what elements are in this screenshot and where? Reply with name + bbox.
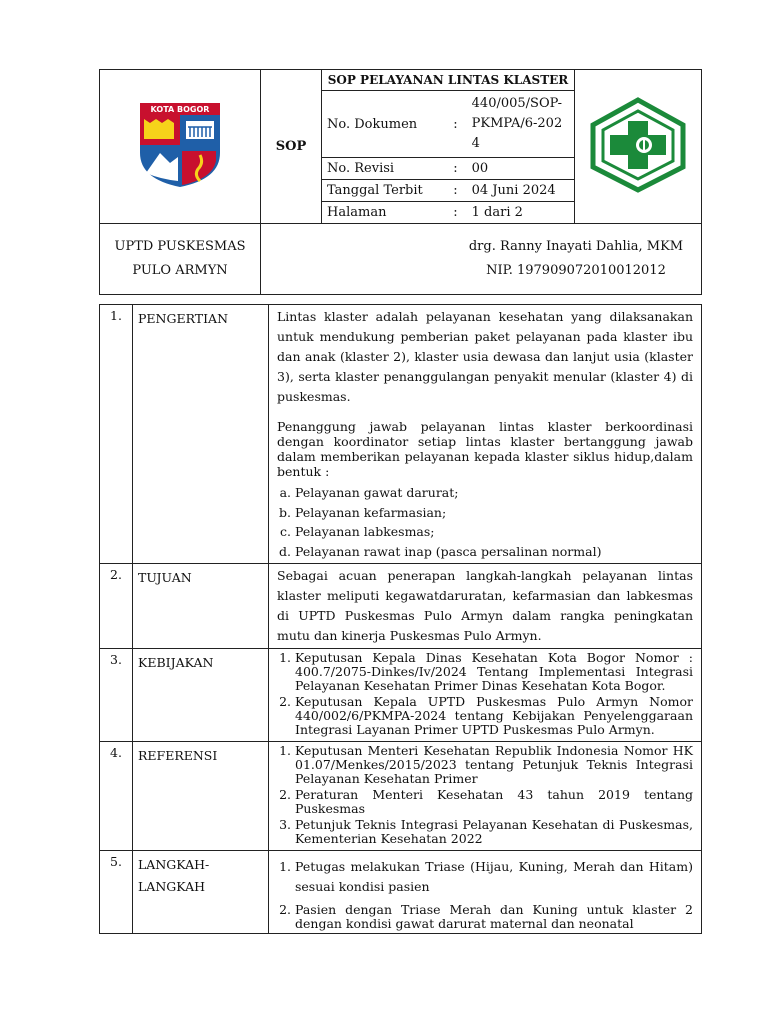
meta-value: 00 (467, 158, 574, 180)
section-label: TUJUAN (133, 564, 269, 649)
section-text (269, 851, 702, 934)
meta-sep: : (444, 91, 466, 158)
steps-list (277, 853, 693, 931)
list-item: 2. Keputusan Kepala UPTD Puskesmas Pulo Armyn Nomor 440/002/6/PKMPA-2024 tentang Kebijakan Penyelenggaraan Integrasi Layanan Primer UPTD Puskesmas Pulo Armyn. (295, 695, 693, 737)
document-meta-table (322, 91, 574, 223)
puskesmas-logo-icon (588, 97, 688, 193)
section-text (269, 564, 702, 649)
list-item: 1. Keputusan Kepala Dinas Kesehatan Kota Bogor Nomor : 400.7/2075-Dinkes/Iv/2024 Tentang Implementasi Integrasi Pelayanan Kesehatan Primer Dinas Kesehatan Kota Bogor. (295, 651, 693, 693)
reference-list (277, 744, 693, 846)
section-label: PENGERTIAN (133, 305, 269, 564)
meta-row-page (322, 202, 574, 224)
meta-value: 04 Juni 2024 (467, 180, 574, 202)
service-list (277, 483, 693, 561)
sop-label: SOP (261, 70, 322, 224)
city-logo-cell (100, 70, 261, 224)
puskesmas-logo-cell (575, 70, 702, 224)
section-row-referensi (100, 742, 702, 851)
city-badge-text: KOTA BOGOR (150, 105, 210, 114)
meta-row-doc-number (322, 91, 574, 158)
section-text (269, 649, 702, 742)
meta-sep: : (453, 205, 458, 220)
list-item: b. Pelayanan kefarmasian; (295, 503, 693, 523)
document-meta-cell (322, 91, 575, 224)
list-item: 2. Peraturan Menteri Kesehatan 43 tahun 2019 tentang Puskesmas (295, 788, 693, 816)
section-number: 1. (100, 305, 133, 564)
meta-sep: : (444, 158, 466, 180)
section-number: 3. (100, 649, 133, 742)
policy-list (277, 651, 693, 737)
meta-value: 1 dari 2 (471, 205, 523, 220)
purpose-paragraph: Sebagai acuan penerapan langkah-langkah pelayanan lintas klaster meliputi kegawatdaruratan, kefarmasian dan labkesmas di UPTD Puskesmas Pulo Armyn dalam rangka peningkatan mutu dan kinerja Puskesmas Pulo Armyn. (277, 568, 693, 643)
responsibility-paragraph: Penanggung jawab pelayanan lintas klaster berkoordinasi dengan koordinator setiap lintas klaster bertanggung jawab dalam memberikan pelayanan kepada klaster siklus hidup,dalam bentuk : (277, 419, 693, 479)
section-number: 4. (100, 742, 133, 851)
section-text (269, 305, 702, 564)
section-number: 5. (100, 851, 133, 934)
meta-key: No. Revisi (322, 158, 444, 180)
section-row-kebijakan (100, 649, 702, 742)
document-title: SOP PELAYANAN LINTAS KLASTER (322, 70, 575, 91)
section-row-langkah (100, 851, 702, 934)
section-label: LANGKAH-LANGKAH (133, 851, 269, 934)
unit-line-2: PULO ARMYN (132, 263, 228, 278)
meta-key: Tanggal Terbit (322, 180, 444, 202)
list-item: 2. Pasien dengan Triase Merah dan Kuning untuk klaster 2 dengan kondisi gawat darurat maternal dan neonatal (295, 903, 693, 931)
list-item: 1. Petugas melakukan Triase (Hijau, Kuning, Merah dan Hitam) sesuai kondisi pasien (295, 857, 693, 897)
meta-row-revision (322, 158, 574, 180)
sop-header-table (99, 69, 702, 295)
kota-bogor-logo-icon (138, 101, 222, 189)
section-text (269, 742, 702, 851)
list-item: 1. Keputusan Menteri Kesehatan Republik Indonesia Nomor HK 01.07/Menkes/2015/2023 tentang Petunjuk Teknis Integrasi Pelayanan Kesehatan Primer (295, 744, 693, 786)
unit-line-1: UPTD PUSKESMAS (114, 239, 246, 254)
signer-nip: NIP. 197909072010012012 (486, 263, 666, 278)
section-label: KEBIJAKAN (133, 649, 269, 742)
section-number: 2. (100, 564, 133, 649)
list-item: a. Pelayanan gawat darurat; (295, 483, 693, 503)
sop-content-table (99, 304, 702, 934)
signature-cell (468, 224, 702, 295)
section-row-pengertian (100, 305, 702, 564)
meta-sep: : (444, 180, 466, 202)
meta-row-issue-date (322, 180, 574, 202)
definition-paragraph: Lintas klaster adalah pelayanan kesehatan yang dilaksanakan untuk mendukung pemberian paket pelayanan pada klaster ibu dan anak (klaster 2), klaster usia dewasa dan lanjut usia (klaster 3), serta klaster penanggulangan penyakit menular (klaster 4) di puskesmas. (277, 309, 693, 404)
unit-name-cell (100, 224, 261, 295)
section-label: REFERENSI (133, 742, 269, 851)
list-item: d. Pelayanan rawat inap (pasca persalinan normal) (295, 542, 693, 562)
meta-key: Halaman (327, 205, 387, 220)
signer-name: drg. Ranny Inayati Dahlia, MKM (468, 239, 684, 254)
section-row-tujuan (100, 564, 702, 649)
list-item: 3. Petunjuk Teknis Integrasi Pelayanan Kesehatan di Puskesmas, Kementerian Kesehatan 2022 (295, 818, 693, 846)
meta-value: 440/005/SOP-PKMPA/6-2024 (467, 91, 574, 158)
list-item: c. Pelayanan labkesmas; (295, 522, 693, 542)
meta-key: No. Dokumen (322, 91, 444, 158)
